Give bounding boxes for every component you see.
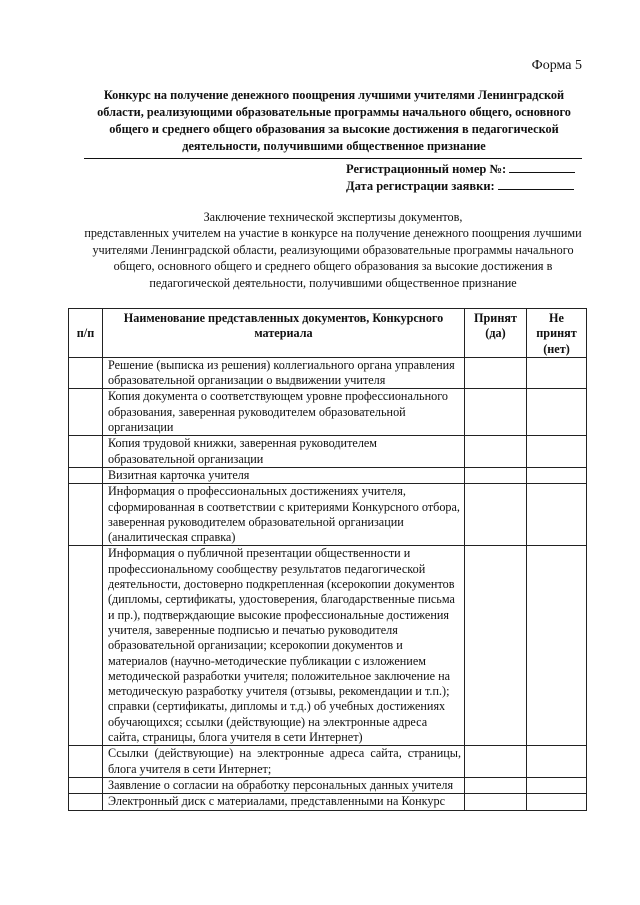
row-accepted-cell[interactable] xyxy=(465,467,527,483)
row-document-cell: Информация о профессиональных достижениях учителя, сформированная в соответствии с критериями Конкурсного отбора, заверенная руководителем образовательной организации (аналитическая справка) xyxy=(103,484,465,546)
row-document-cell: Решение (выписка из решения) коллегиального органа управления образовательной организации о выдвижении учителя xyxy=(103,357,465,389)
registration-number-blank[interactable] xyxy=(509,161,575,173)
header-num: п/п xyxy=(69,309,103,358)
registration-block xyxy=(346,161,586,195)
table-row xyxy=(69,777,587,793)
row-not-accepted-cell[interactable] xyxy=(527,484,587,546)
table-row xyxy=(69,436,587,468)
row-num-cell xyxy=(69,436,103,468)
row-not-accepted-cell[interactable] xyxy=(527,746,587,778)
header-accepted: Принят (да) xyxy=(465,309,527,358)
row-accepted-cell[interactable] xyxy=(465,746,527,778)
row-document-cell: Электронный диск с материалами, представленными на Конкурс xyxy=(103,794,465,810)
registration-number-row xyxy=(346,161,586,178)
subtitle xyxy=(84,209,582,291)
row-num-cell xyxy=(69,777,103,793)
documents-table xyxy=(68,308,587,811)
row-accepted-cell[interactable] xyxy=(465,777,527,793)
table-row xyxy=(69,357,587,389)
table-row xyxy=(69,546,587,746)
subtitle-line2: представленных учителем на участие в конкурсе на получение денежного поощрения лучшими учителями Ленинградской области, реализующими образовательные программы начального общего, основного общего и среднего общего образования за высокие достижения в педагогической деятельности, получившими общественное признание xyxy=(84,226,582,290)
table-row xyxy=(69,389,587,436)
row-document-cell: Заявление о согласии на обработку персональных данных учителя xyxy=(103,777,465,793)
row-not-accepted-cell[interactable] xyxy=(527,436,587,468)
row-not-accepted-cell[interactable] xyxy=(527,467,587,483)
row-not-accepted-cell[interactable] xyxy=(527,777,587,793)
title-divider xyxy=(84,158,582,159)
registration-date-row xyxy=(346,178,586,195)
registration-number-label: Регистрационный номер №: xyxy=(346,162,507,176)
row-accepted-cell[interactable] xyxy=(465,546,527,746)
row-num-cell xyxy=(69,746,103,778)
row-accepted-cell[interactable] xyxy=(465,436,527,468)
table-header-row xyxy=(69,309,587,358)
header-not-accepted: Не принят (нет) xyxy=(527,309,587,358)
row-accepted-cell[interactable] xyxy=(465,484,527,546)
table-row xyxy=(69,794,587,810)
row-num-cell xyxy=(69,467,103,483)
row-not-accepted-cell[interactable] xyxy=(527,357,587,389)
row-num-cell xyxy=(69,546,103,746)
registration-date-label: Дата регистрации заявки: xyxy=(346,179,495,193)
row-num-cell xyxy=(69,357,103,389)
row-accepted-cell[interactable] xyxy=(465,357,527,389)
row-num-cell xyxy=(69,794,103,810)
row-accepted-cell[interactable] xyxy=(465,389,527,436)
row-document-cell: Копия трудовой книжки, заверенная руководителем образовательной организации xyxy=(103,436,465,468)
row-not-accepted-cell[interactable] xyxy=(527,794,587,810)
form-number: Форма 5 xyxy=(531,58,582,73)
row-document-cell: Копия документа о соответствующем уровне профессионального образования, заверенная руководителем образовательной организации xyxy=(103,389,465,436)
row-document-cell: Ссылки (действующие) на электронные адреса сайта, страницы, блога учителя в сети Интернет; xyxy=(103,746,465,778)
table-row xyxy=(69,484,587,546)
table-row xyxy=(69,746,587,778)
row-num-cell xyxy=(69,389,103,436)
row-num-cell xyxy=(69,484,103,546)
row-not-accepted-cell[interactable] xyxy=(527,389,587,436)
row-not-accepted-cell[interactable] xyxy=(527,546,587,746)
row-document-cell: Информация о публичной презентации общественности и профессиональному сообществу результатов педагогической деятельности, достоверно подкрепленная (ксерокопии документов (дипломы, сертификаты, удостоверения, благодарственные письма и пр.), подтверждающие высокие профессиональные достижения учителя, заверенные подписью и печатью руководителя образовательной организации; ксерокопии документов и материалов (научно-методические публикации с изложением методической разработки учителя; положительное заключение на методическую разработку учителя (отзывы, рекомендации и т.п.); справки (сертификаты, дипломы и т.д.) об учебных достижениях обучающихся; ссылки (действующие) на электронные адреса сайта, страницы, блога учителя в сети Интернет) xyxy=(103,546,465,746)
row-document-cell: Визитная карточка учителя xyxy=(103,467,465,483)
header-name: Наименование представленных документов, Конкурсного материала xyxy=(103,309,465,358)
document-title: Конкурс на получение денежного поощрения лучшими учителями Ленинградской области, реализующими образовательные программы начального общего, основного общего и среднего общего образования за высокие достижения в педагогической деятельности, получившими общественное признание xyxy=(97,88,571,153)
row-accepted-cell[interactable] xyxy=(465,794,527,810)
table-row xyxy=(69,467,587,483)
subtitle-line1: Заключение технической экспертизы документов, xyxy=(203,210,463,224)
registration-date-blank[interactable] xyxy=(498,178,574,190)
